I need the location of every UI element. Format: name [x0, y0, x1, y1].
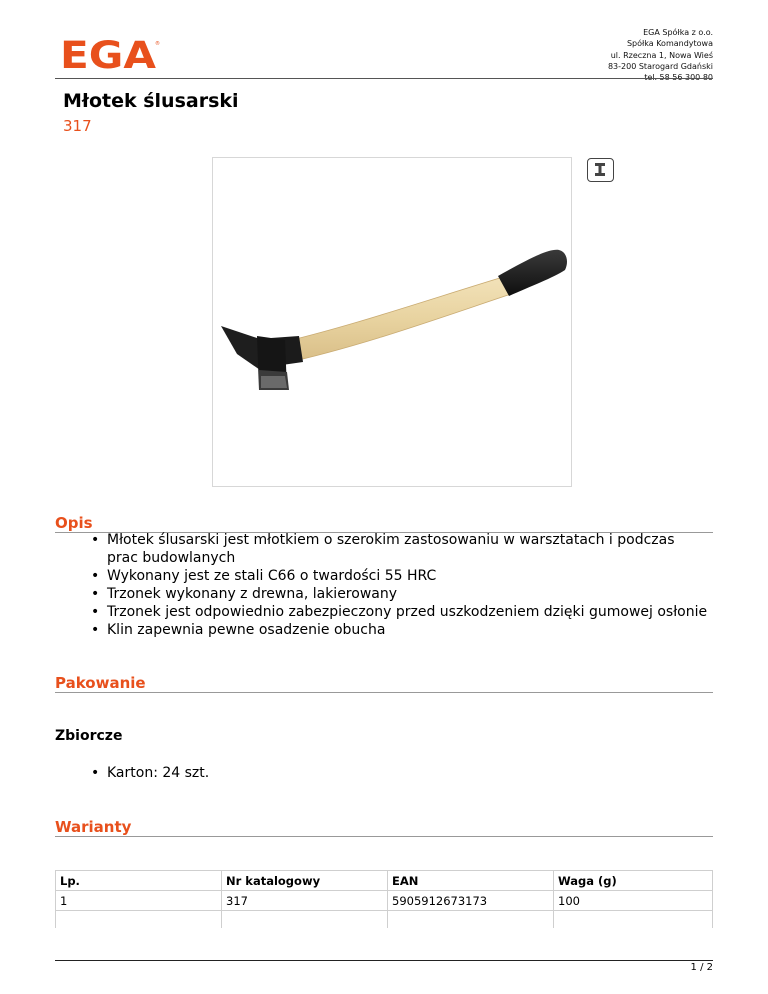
table-cell: 1: [56, 891, 222, 911]
list-item: • Trzonek wykonany z drewna, lakierowany: [89, 585, 709, 603]
hammer-icon: [213, 158, 571, 486]
column-header: EAN: [388, 871, 554, 891]
company-type: Spółka Komandytowa: [626, 39, 713, 49]
variants-table: [55, 870, 713, 928]
table-cell: 5905912673173: [388, 891, 554, 911]
company-phone: tel. 58 56 300 80: [644, 73, 713, 83]
section-pakowanie-title: Pakowanie: [55, 674, 713, 693]
column-header: Nr katalogowy: [222, 871, 388, 891]
list-item: • Klin zapewnia pewne osadzenie obucha: [89, 621, 709, 639]
ega-logo: [60, 38, 160, 70]
table-cell: 317: [222, 891, 388, 911]
pakowanie-list: [89, 764, 709, 782]
product-title: Młotek ślusarski: [63, 90, 239, 112]
list-item: • Trzonek jest odpowiednio zabezpieczony przed uszkodzeniem dzięki gumowej osłonie: [89, 603, 709, 621]
section-warianty-title: Warianty: [55, 818, 713, 837]
company-street: ul. Rzeczna 1, Nowa Wieś: [610, 50, 713, 60]
table-header-row: [56, 871, 713, 891]
column-header: Lp.: [56, 871, 222, 891]
table-row: [56, 891, 713, 911]
column-header: Waga (g): [554, 871, 713, 891]
company-city: 83-200 Starogard Gdański: [607, 61, 713, 71]
table-cell: 100: [554, 891, 713, 911]
pakowanie-subtitle: Zbiorcze: [55, 728, 123, 744]
table-row-empty: [56, 911, 713, 929]
page-number: 1 / 2: [690, 962, 713, 973]
company-address: [608, 27, 713, 83]
product-image: [212, 157, 572, 487]
company-name: EGA Spółka z o.o.: [643, 28, 713, 37]
list-item: • Karton: 24 szt.: [89, 764, 709, 782]
svg-text:EGA: EGA: [60, 38, 157, 70]
header-divider: [55, 78, 713, 79]
list-item: • Młotek ślusarski jest młotkiem o szerokim zastosowaniu w warsztatach i podczas prac budowlanych: [89, 531, 709, 567]
footer-divider: [55, 960, 713, 961]
section-opis-title: Opis: [55, 514, 713, 533]
i-beam-icon: [587, 158, 614, 182]
opis-list: [89, 531, 709, 639]
svg-text:®: ®: [155, 41, 160, 47]
list-item: • Wykonany jest ze stali C66 o twardości 55 HRC: [89, 567, 709, 585]
product-code: 317: [63, 117, 92, 135]
